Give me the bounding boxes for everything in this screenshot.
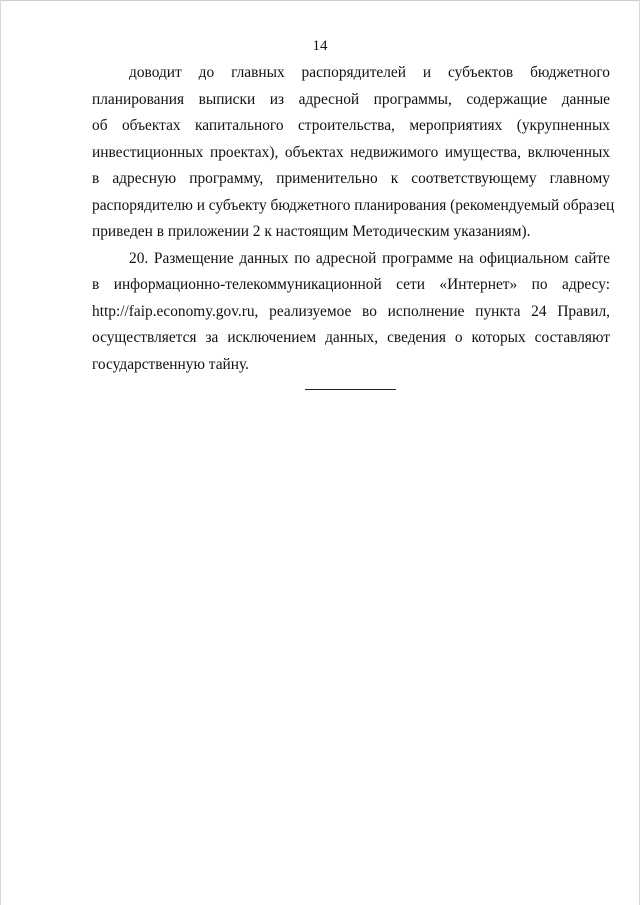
text-line: планирования выписки из адресной программы, содержащие данные [92, 90, 610, 108]
paragraph-continuation [92, 60, 615, 246]
end-separator-rule [305, 389, 396, 390]
text-line: инвестиционных проектах), объектах недвижимого имущества, включенных [92, 143, 610, 161]
text-line: об объектах капитального строительства, мероприятиях (укрупненных [92, 117, 610, 134]
text-line: осуществляется за исключением данных, сведения о которых составляют [92, 329, 610, 346]
paragraph-20 [92, 246, 610, 379]
scan-edge-top [0, 0, 640, 1]
text-line: 20. Размещение данных по адресной программе на официальном сайте [129, 249, 610, 267]
text-line: государственную тайну. [92, 355, 250, 373]
text-line: в адресную программу, применительно к соответствующему главному [92, 170, 610, 187]
text-line: http://faip.economy.gov.ru, реализуемое во исполнение пункта 24 Правил, [92, 302, 610, 320]
page-number: 14 [312, 38, 328, 54]
text-line: в информационно-телекоммуникационной сети «Интернет» по адресу: [92, 276, 610, 293]
text-line: распорядителю и субъекту бюджетного планирования (рекомендуемый образец [92, 196, 615, 214]
text-line: приведен в приложении 2 к настоящим Методическим указаниям). [92, 223, 531, 240]
text-line: доводит до главных распорядителей и субъектов бюджетного [129, 64, 610, 81]
scan-edge-left [0, 0, 1, 905]
document-body [92, 60, 615, 378]
